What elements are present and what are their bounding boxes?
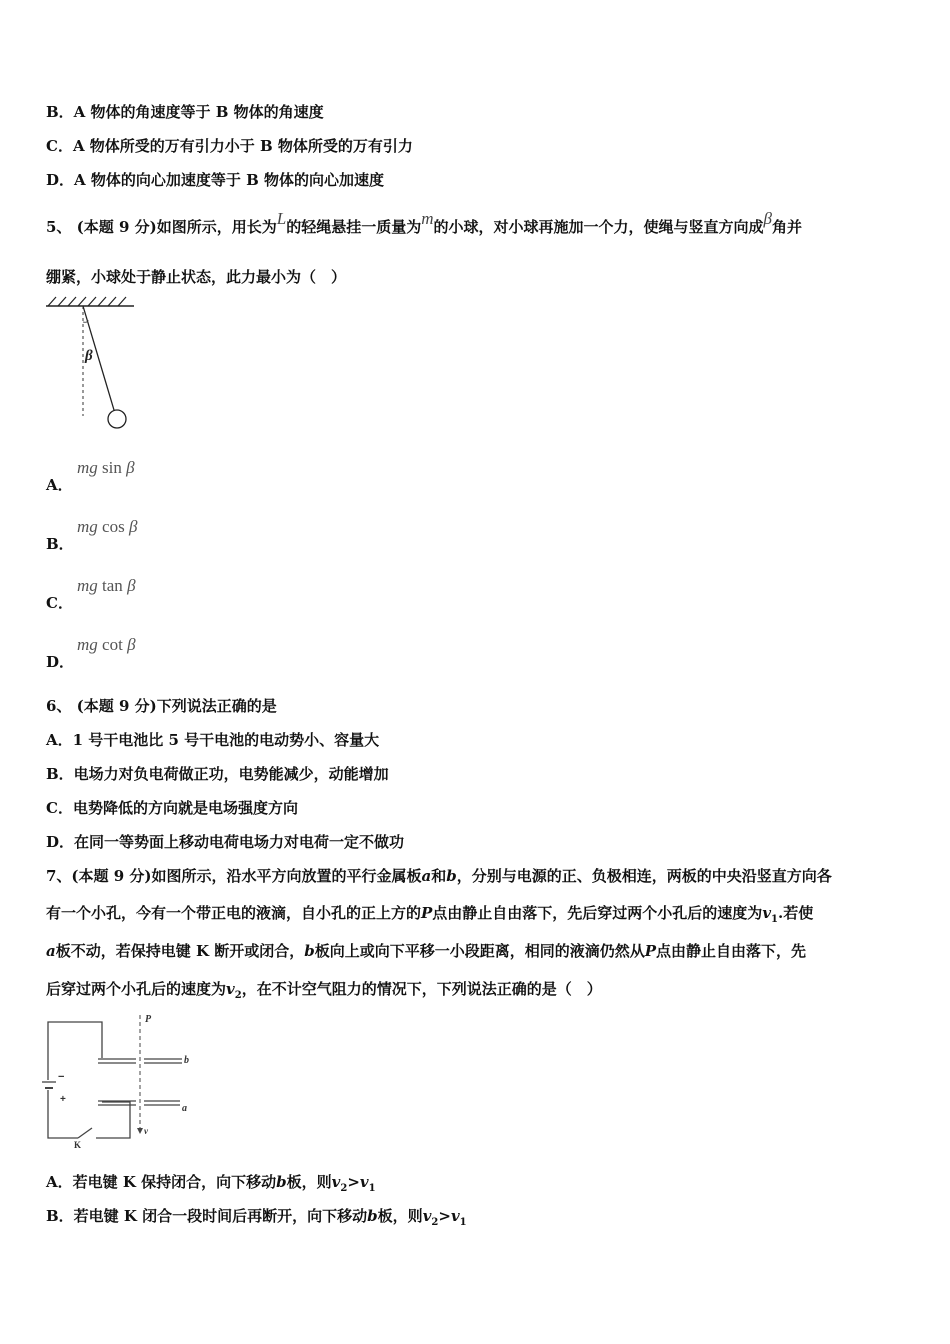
fig-label-minus: − — [58, 1071, 65, 1083]
q5-stem-line1: 5、 (本题 9 分)如图所示，用长为L的轻绳悬挂一质量为m的小球，对小球再施加一个力，使绳与竖直方向成β角并 — [46, 209, 803, 236]
q4-option-c: C．A 物体所受的万有引力小于 B 物体所受的万有引力 — [46, 137, 413, 155]
q5-option-b-formula: mg cos β — [77, 517, 138, 536]
fig-label-v: v — [144, 1126, 148, 1136]
fig-label-k: K — [74, 1140, 82, 1150]
q5-option-a-formula: mg sin β — [77, 458, 135, 477]
q5-stem-line2: 绷紧，小球处于静止状态，此力最小为（ ） — [46, 268, 347, 286]
var-L: L — [276, 209, 287, 228]
q5-option-a-label: A． — [46, 476, 73, 494]
q5-option-c-formula: mg tan β — [77, 576, 136, 595]
figure-beta-label: β — [85, 348, 93, 364]
q6-option-a: A．1 号干电池比 5 号干电池的电动势小、容量大 — [46, 731, 380, 749]
q5-option-c-label: C． — [46, 594, 73, 612]
capacitor-circuit-figure — [40, 1010, 200, 1150]
q7-stem-line2: 有一个小孔，今有一个带正电的液滴，自小孔的正上方的P点由静止自由落下，先后穿过两个小孔后的速度为$v_1$.若使 — [46, 904, 814, 925]
fig-label-a: a — [182, 1103, 187, 1114]
q5-option-b-label: B． — [46, 535, 74, 553]
fig-label-p: P — [145, 1014, 152, 1025]
q7-stem-line4: 后穿过两个小孔后的速度为$v_2$，在不计空气阻力的情况下，下列说法正确的是（ ） — [46, 980, 602, 1001]
q6-option-d: D．在同一等势面上移动电荷电场力对电荷一定不做功 — [46, 833, 405, 851]
q6-stem: 6、 (本题 9 分)下列说法正确的是 — [46, 697, 277, 715]
fig-label-b: b — [184, 1055, 189, 1066]
q4-option-d: D．A 物体的向心加速度等于 B 物体的向心加速度 — [46, 171, 384, 189]
q6-option-c: C．电势降低的方向就是电场强度方向 — [46, 799, 298, 817]
q7-option-b: B．若电键 K 闭合一段时间后再断开，向下移动b板，则$v_2>v_1$ — [46, 1207, 467, 1228]
q5-option-d-formula: mg cot β — [77, 635, 136, 654]
var-beta: β — [763, 209, 772, 228]
fig-label-plus: + — [60, 1094, 66, 1105]
q6-option-b: B．电场力对负电荷做正功，电势能减少，动能增加 — [46, 765, 389, 783]
pendulum-figure — [44, 294, 144, 434]
q7-option-a: A．若电键 K 保持闭合，向下移动b板，则$v_2>v_1$ — [46, 1173, 376, 1194]
q7-stem-line1: 7、(本题 9 分)如图所示，沿水平方向放置的平行金属板a和b，分别与电源的正、负极相连，两板的中央沿竖直方向各 — [46, 867, 832, 885]
var-m: m — [421, 209, 434, 228]
q5-option-d-label: D． — [46, 653, 75, 671]
q4-option-b: B．A 物体的角速度等于 B 物体的角速度 — [46, 103, 324, 121]
q7-stem-line3: a板不动，若保持电键 K 断开或闭合，b板向上或向下平移一小段距离，相同的液滴仍然从P点由静止自由落下，先 — [46, 942, 807, 960]
